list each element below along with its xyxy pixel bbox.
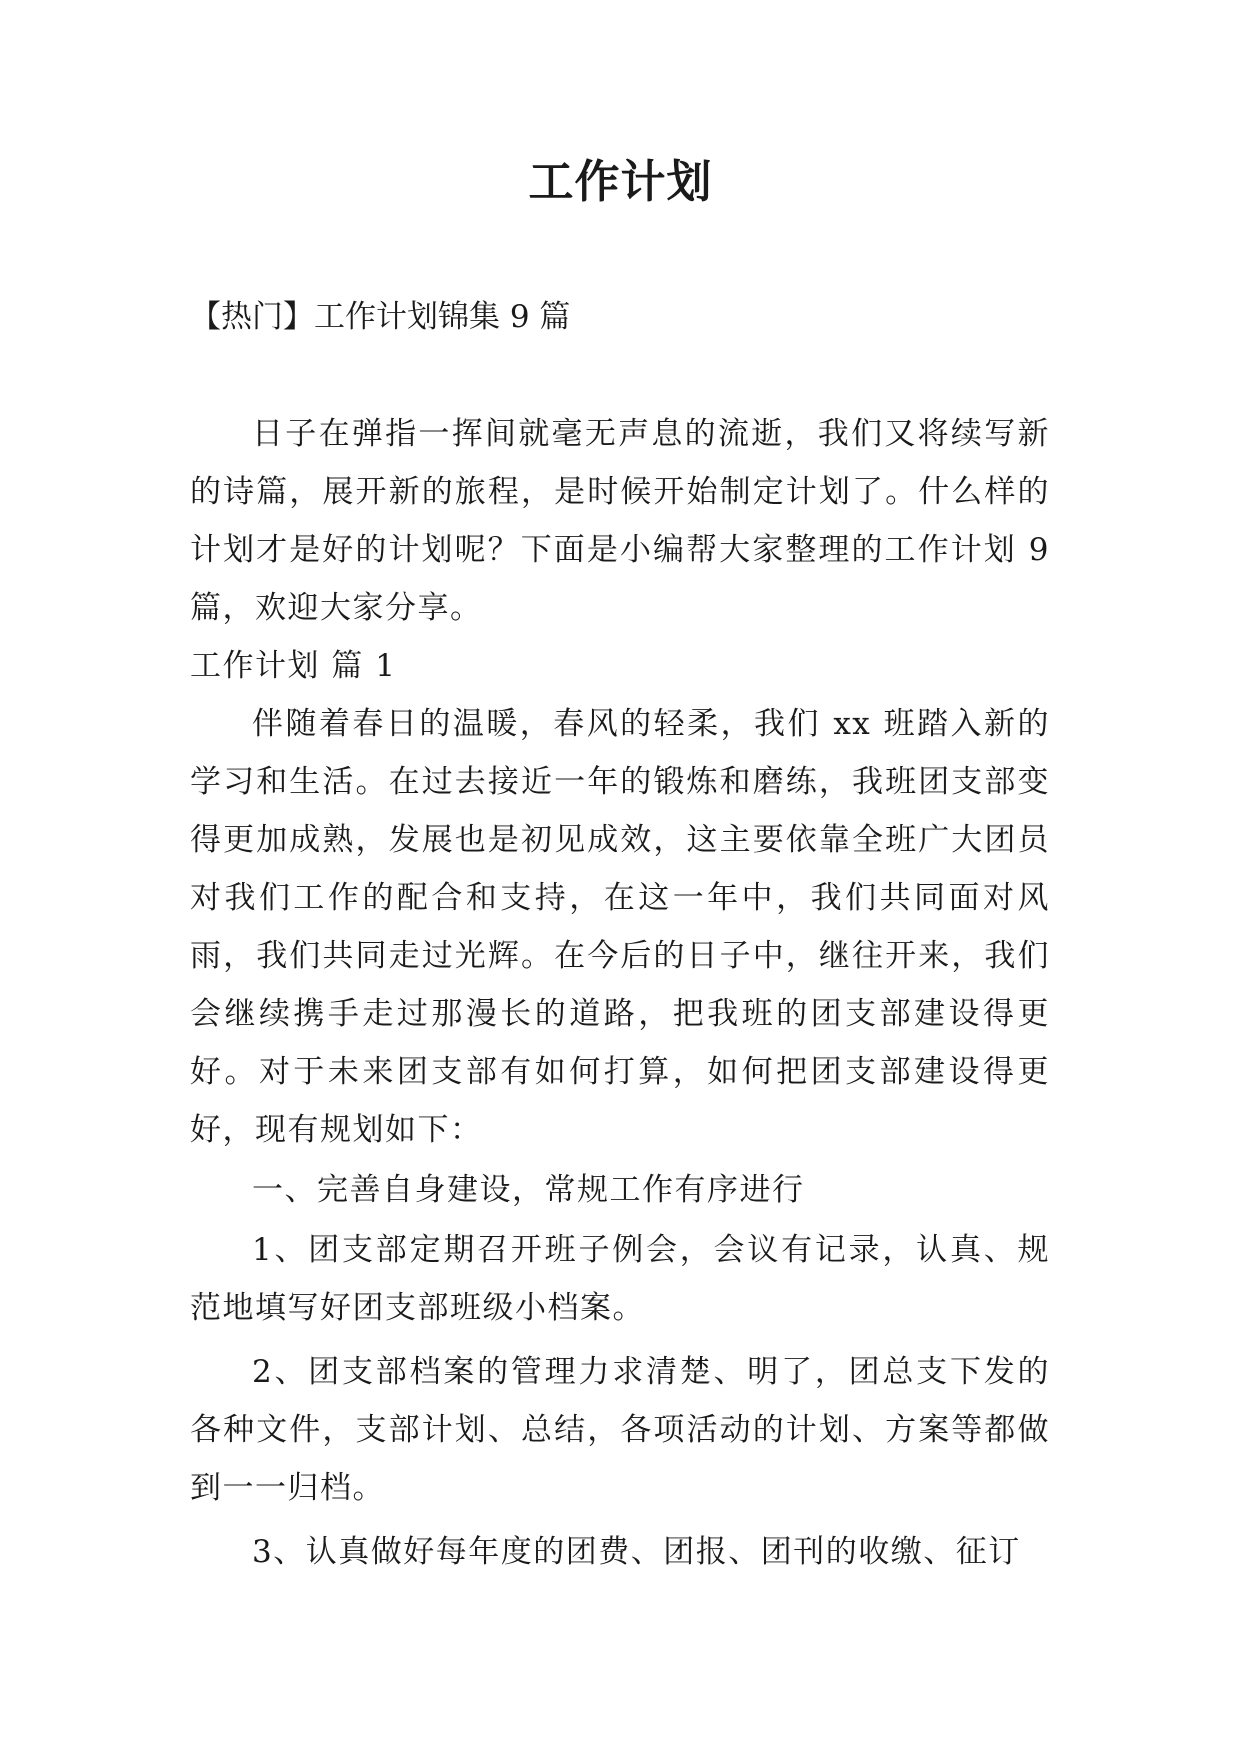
document-title: 工作计划 [528,155,713,208]
list-item: 3、认真做好每年度的团费、团报、团刊的收缴、征订 [252,1534,1021,1570]
document-body [190,405,1050,1581]
list-item: 2、团支部档案的管理力求清楚、明了，团总支下发的各种文件，支部计划、总结，各项活动的计划、方案等都做到一一归档。 [190,1354,1050,1506]
list-heading: 一、完善自身建设，常规工作有序进行 [252,1172,805,1208]
document-subtitle: 【热门】工作计划锦集 9 篇 [190,299,571,335]
list-item: 1、团支部定期召开班子例会，会议有记录，认真、规范地填写好团支部班级小档案。 [190,1232,1050,1326]
intro-paragraph: 日子在弹指一挥间就毫无声息的流逝，我们又将续写新的诗篇，展开新的旅程，是时候开始制定计划了。什么样的计划才是好的计划呢？下面是小编帮大家整理的工作计划 9 篇，欢迎大家分享。 [190,416,1050,626]
body-paragraph: 伴随着春日的温暖，春风的轻柔，我们 xx 班踏入新的学习和生活。在过去接近一年的锻炼和磨练，我班团支部变得更加成熟，发展也是初见成效，这主要依靠全班广大团员对我们工作的配合和支持，在这一年中，我们共同面对风雨，我们共同走过光辉。在今后的日子中，继往开来，我们会继续携手走过那漫长的道路，把我班的团支部建设得更好。对于未来团支部有如何打算，如何把团支部建设得更好，现有规划如下： [190,706,1050,1148]
section-heading: 工作计划 篇 1 [190,648,397,684]
